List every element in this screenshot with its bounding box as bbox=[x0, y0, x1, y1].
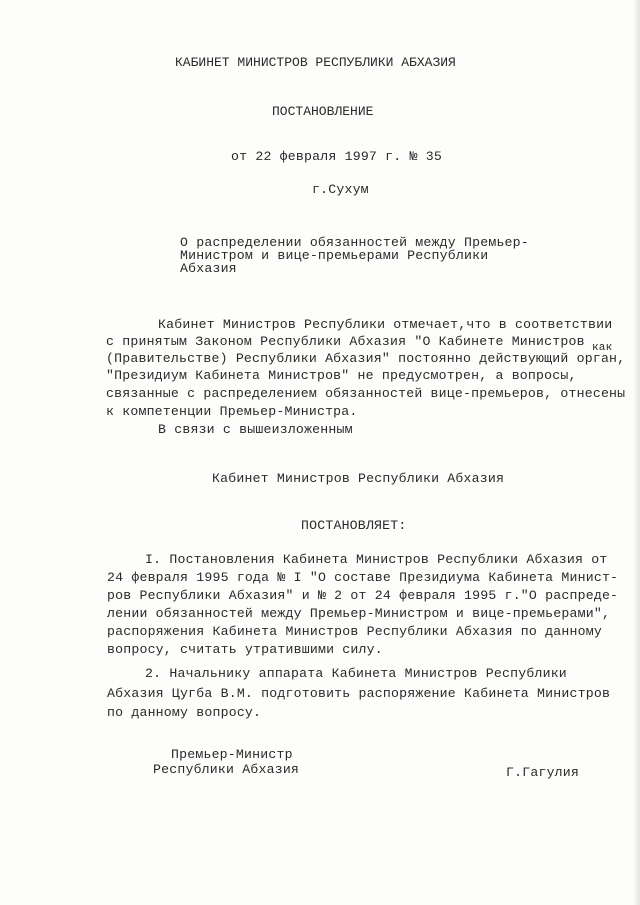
preamble-line: "Президиум Кабинета Министров" не предусмотрен, а вопросы, bbox=[106, 368, 577, 383]
item-1-line: 24 февраля 1995 года № I "О составе Президиума Кабинета Минист- bbox=[107, 570, 619, 585]
document-type: ПОСТАНОВЛЕНИЕ bbox=[272, 104, 374, 119]
preamble-line: (Правительстве) Республики Абхазия" постоянно действующий орган, bbox=[106, 351, 626, 366]
preamble-line: Кабинет Министров Республики отмечает,что в соответствии bbox=[158, 317, 613, 332]
signatory-title: Республики Абхазия bbox=[153, 762, 300, 777]
item-2-line: Абхазия Цугба В.М. подготовить распоряжение Кабинета Министров bbox=[107, 686, 611, 701]
subject-line: Министром и вице-премьерами Республики bbox=[180, 248, 489, 263]
subject-line: О распределении обязанностей между Премьер- bbox=[180, 235, 529, 250]
preamble-line: с принятым Законом Республики Абхазия "О Кабинете Министров bbox=[106, 334, 585, 349]
item-2-line: по данному вопросу. bbox=[107, 705, 262, 720]
organization-title: КАБИНЕТ МИНИСТРОВ РЕСПУБЛИКИ АБХАЗИЯ bbox=[175, 55, 456, 70]
date-and-number: от 22 февраля 1997 г. № 35 bbox=[231, 149, 442, 164]
signatory-title: Премьер-Министр bbox=[171, 747, 293, 762]
preamble-line: связанные с распределением обязанностей вице-премьеров, отнесены bbox=[106, 386, 626, 401]
city: г.Сухум bbox=[312, 182, 369, 197]
item-1-line: I. Постановления Кабинета Министров Республики Абхазия от bbox=[145, 552, 608, 567]
signatory-name: Г.Гагулия bbox=[506, 765, 580, 780]
item-1-line: ров Республики Абхазия" и № 2 от 24 февраля 1995 г."О распреде- bbox=[107, 588, 619, 603]
handwritten-insert: как bbox=[592, 342, 613, 354]
preamble-line: к компетенции Премьер-Министра. bbox=[106, 404, 358, 419]
item-2-line: 2. Начальнику аппарата Кабинета Министров Республики bbox=[145, 666, 567, 681]
preamble-line: В связи с вышеизложенным bbox=[158, 422, 353, 437]
resolving-verb: ПОСТАНОВЛЯЕТ: bbox=[301, 518, 407, 533]
resolving-body: Кабинет Министров Республики Абхазия bbox=[212, 471, 505, 486]
subject-line: Абхазия bbox=[180, 261, 237, 276]
item-1-line: распоряжения Кабинета Министров Республики Абхазия по данному bbox=[107, 624, 602, 639]
item-1-line: вопросу, считать утратившими силу. bbox=[107, 642, 383, 657]
page-edge-shadow bbox=[633, 0, 640, 905]
item-1-line: лении обязанностей между Премьер-Министром и вице-премьерами", bbox=[107, 606, 611, 621]
